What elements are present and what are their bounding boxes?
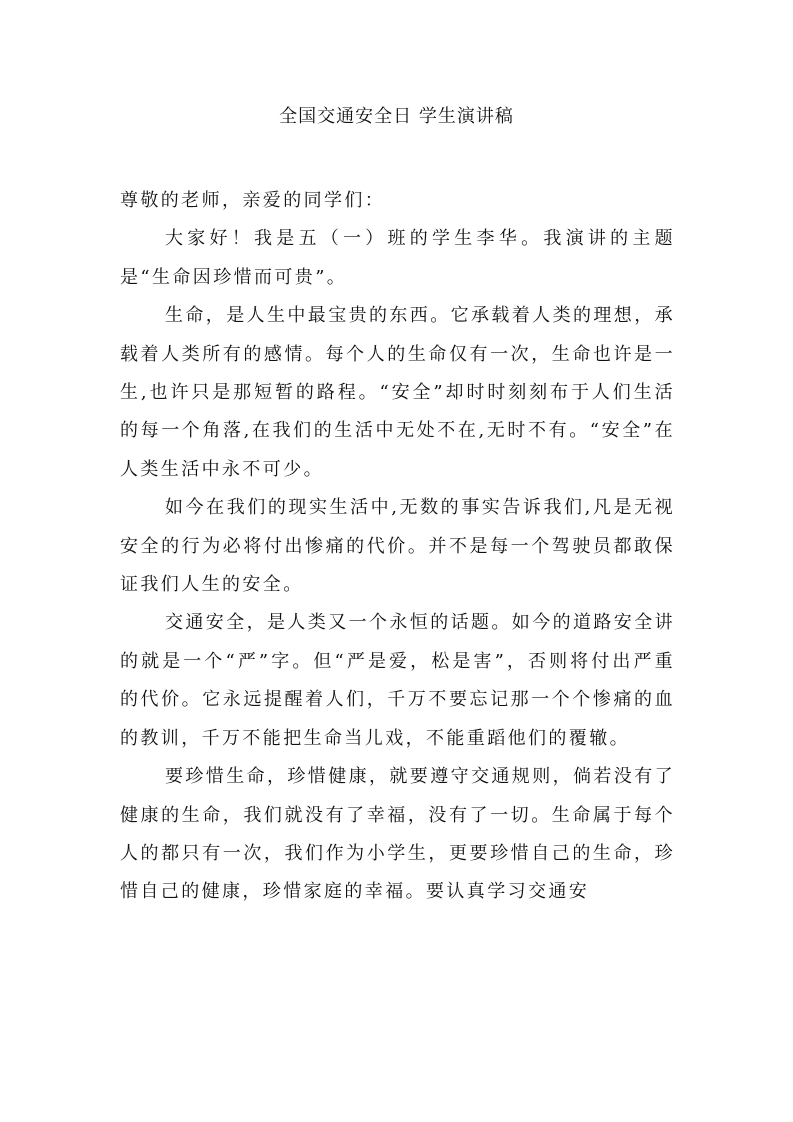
- paragraph-traffic-safety: 交通安全，是人类又一个永恒的话题。如今的道路安全讲的就是一个“严”字。但“严是爱，松是害”，否则将付出严重的代价。它永远提醒着人们，千万不要忘记那一个个惨痛的血的教训，千万不能把生命当儿戏，不能重蹈他们的覆辙。: [120, 612, 675, 749]
- document-title: 全国交通安全日 学生演讲稿: [279, 106, 514, 127]
- paragraph-reality: 如今在我们的现实生活中,无数的事实告诉我们,凡是无视安全的行为必将付出惨痛的代价。并不是每一个驾驶员都敢保证我们人生的安全。: [120, 497, 675, 596]
- paragraph-life: 生命，是人生中最宝贵的东西。它承载着人类的理想，承载着人类所有的感情。每个人的生命仅有一次，生命也许是一生,也许只是那短暂的路程。“安全”却时时刻刻布于人们生活的每一个角落,在我们的生活中无处不在,无时不有。“安全”在人类生活中永不可少。: [120, 305, 675, 480]
- document-body: [120, 182, 675, 912]
- paragraph-cherish-life: 要珍惜生命，珍惜健康，就要遵守交通规则，倘若没有了健康的生命，我们就没有了幸福，没有了一切。生命属于每个人的都只有一次，我们作为小学生，更要珍惜自己的生命，珍惜自己的健康，珍惜家庭的幸福。要认真学习交通安: [120, 766, 675, 903]
- paragraph-intro: 大家好！我是五（一）班的学生李华。我演讲的主题是“生命因珍惜而可贵”。: [120, 228, 675, 288]
- salutation: 尊敬的老师，亲爱的同学们：: [120, 190, 386, 211]
